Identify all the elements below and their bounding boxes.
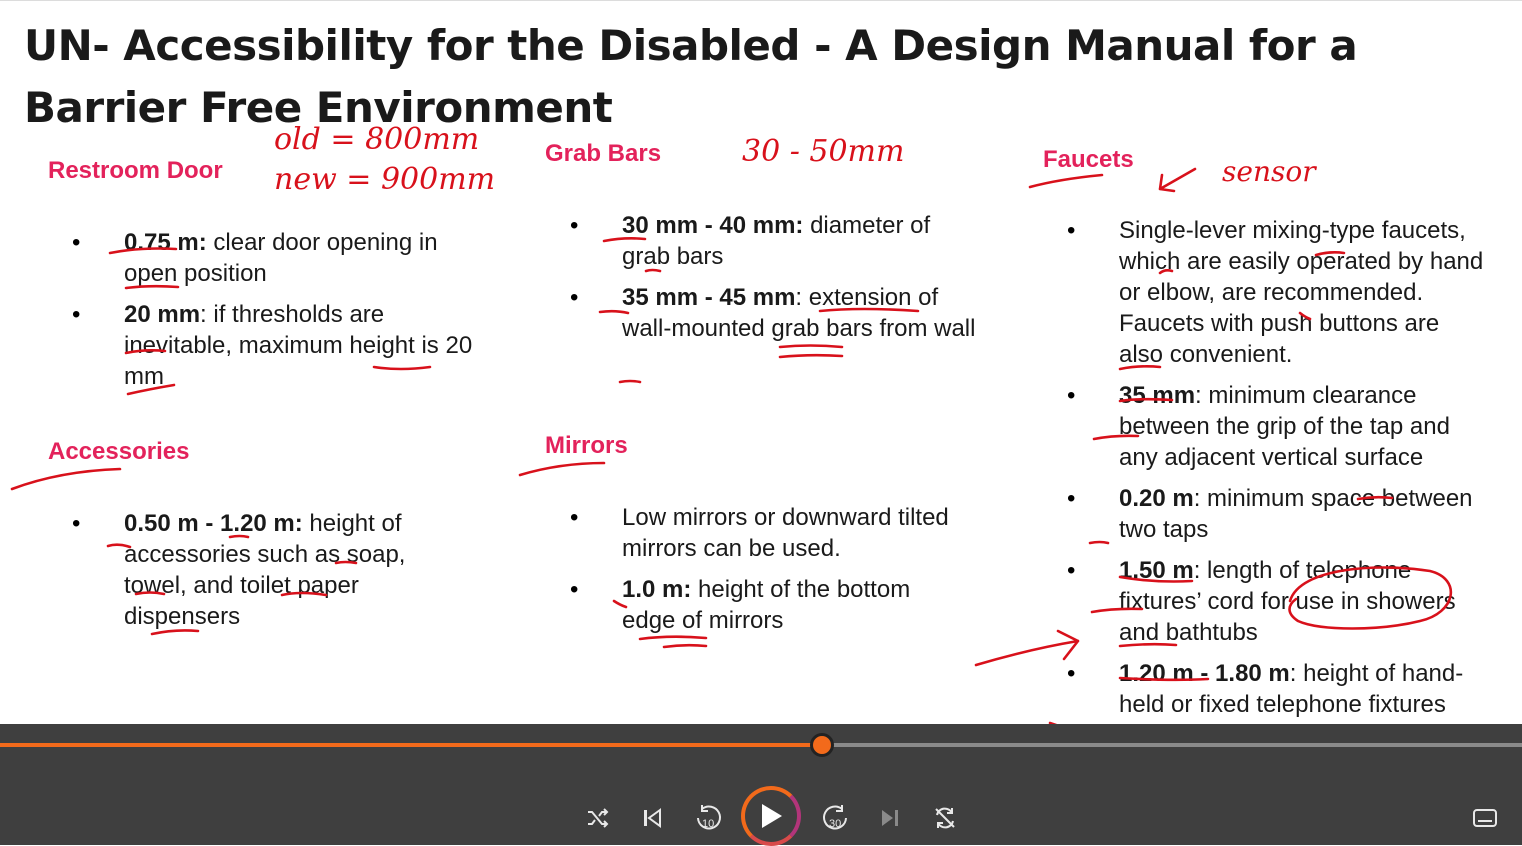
skip-previous-button[interactable] <box>638 804 666 832</box>
heading-mirrors: Mirrors <box>545 432 628 459</box>
ink-underline <box>1358 497 1392 499</box>
heading-restroom-door: Restroom Door <box>48 157 223 184</box>
ink-underline <box>126 286 178 288</box>
slide-title: UN- Accessibility for the Disabled - A Design Manual for a Barrier Free Environment <box>24 21 1358 132</box>
shuffle-button[interactable] <box>584 804 612 832</box>
ink-underline <box>820 309 918 311</box>
ink-underline <box>282 593 326 595</box>
ink-underline <box>1120 577 1192 582</box>
annotation-new-width: new = 900mm <box>274 162 496 197</box>
ink-underline <box>1030 175 1102 187</box>
heading-grab-bars: Grab Bars <box>545 140 662 167</box>
list-item: • 1.0 m: height of the bottom edge of mirrors <box>622 574 962 636</box>
forward-30-button[interactable] <box>820 802 852 834</box>
list-item: • 30 mm - 40 mm: diameter of grab bars <box>622 210 982 272</box>
ink-underline <box>614 601 626 607</box>
list-item: • Single-lever mixing-type faucets, which are easily operated by hand or elbow, are recommended. Faucets with push buttons are also convenient. <box>1119 215 1489 370</box>
progress-thumb[interactable] <box>810 733 834 757</box>
ink-underline <box>1090 542 1108 543</box>
rewind-10-button[interactable] <box>692 802 724 834</box>
ink-underline <box>1120 399 1172 401</box>
ink-underline <box>126 350 165 353</box>
heading-faucets: Faucets <box>1043 146 1134 173</box>
ink-underline <box>780 355 842 357</box>
ink-underline <box>108 545 130 547</box>
ink-underline <box>646 270 660 271</box>
ink-underline <box>1316 252 1344 255</box>
ink-underline <box>664 645 706 647</box>
ink-annotations <box>0 1 1522 846</box>
ink-underline <box>152 630 198 634</box>
ink-underline <box>110 249 176 254</box>
list-item: • 0.20 m: minimum space between two taps <box>1119 483 1489 545</box>
ink-underline <box>780 346 842 348</box>
ink-underline <box>136 593 164 595</box>
captions-icon <box>1473 809 1497 827</box>
annotation-old-width: old = 800mm <box>274 122 480 157</box>
ink-underline <box>374 367 430 369</box>
progress-fill <box>0 743 822 747</box>
svg-text:10: 10 <box>702 818 715 830</box>
skip-previous-icon <box>641 807 663 829</box>
svg-text:30: 30 <box>829 818 842 830</box>
ink-circle <box>1290 567 1451 628</box>
ink-underline <box>1120 366 1160 369</box>
skip-next-icon <box>879 807 901 829</box>
ink-underline <box>600 311 628 313</box>
list-item: • 0.75 m: clear door opening in open position <box>124 227 484 289</box>
shuffle-icon <box>586 807 610 829</box>
list-item: • 35 mm: minimum clearance between the grip of the tap and any adjacent vertical surface <box>1119 380 1489 473</box>
media-player <box>0 724 1522 845</box>
ink-underline <box>12 469 120 489</box>
list-item: • 0.50 m - 1.20 m: height of accessories such as soap, towel, and toilet paper dispensers <box>124 508 464 632</box>
ink-underline <box>640 637 706 639</box>
ink-underline <box>1092 609 1142 612</box>
play-icon <box>758 802 784 830</box>
annotation-grab-range: 30 - 50mm <box>742 134 905 169</box>
ink-underline <box>230 536 248 537</box>
ink-underline <box>1120 678 1208 680</box>
ink-underline <box>520 463 604 475</box>
ink-underline <box>1120 644 1176 646</box>
ink-underline <box>336 562 356 563</box>
arrow-right-icon <box>976 631 1078 665</box>
ink-underline <box>128 385 174 394</box>
list-item: • Low mirrors or downward tilted mirrors can be used. <box>622 502 962 564</box>
list-item: • 1.50 m: length of telephone fixtures’ cord for use in showers and bathtubs <box>1119 555 1489 648</box>
list-item: • 35 mm - 45 mm: extension of wall-mounted grab bars from wall <box>622 282 982 344</box>
ink-underline <box>1094 436 1138 439</box>
ink-underline <box>620 381 640 382</box>
heading-accessories: Accessories <box>48 438 190 465</box>
ink-underline <box>1300 313 1310 319</box>
repeat-icon <box>932 805 958 831</box>
play-button[interactable] <box>741 786 801 846</box>
list-item: • 1.20 m - 1.80 m: height of hand-held or fixed telephone fixtures <box>1119 658 1489 720</box>
captions-button[interactable] <box>1470 806 1500 830</box>
annotation-sensor: sensor <box>1222 155 1316 188</box>
forward-30-icon <box>821 803 851 833</box>
sensor-arrow-icon <box>1160 169 1195 191</box>
repeat-button[interactable] <box>930 803 960 833</box>
rewind-10-icon <box>693 803 723 833</box>
list-item: • 20 mm: if thresholds are inevitable, maximum height is 20 mm <box>124 299 484 392</box>
ink-underline <box>604 238 645 241</box>
skip-next-button[interactable] <box>876 804 904 832</box>
ink-underline <box>1160 270 1172 273</box>
